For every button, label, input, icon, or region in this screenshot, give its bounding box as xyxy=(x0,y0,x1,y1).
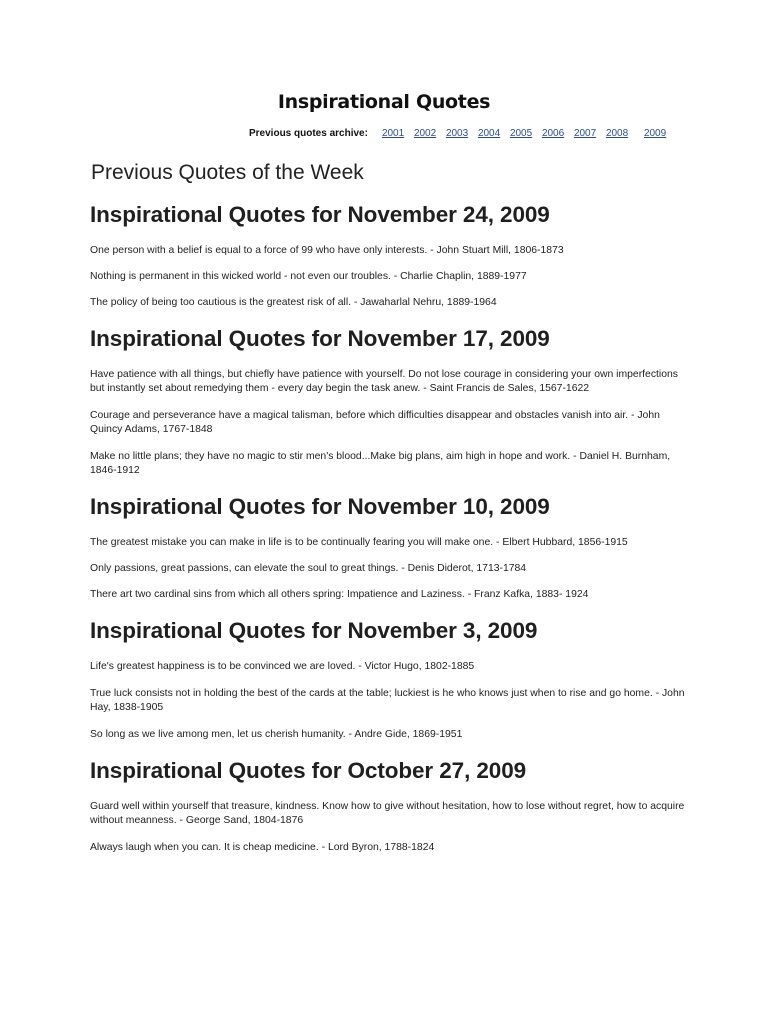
week-section xyxy=(90,324,690,478)
week-heading: Inspirational Quotes for November 24, 2009 xyxy=(90,202,550,227)
page-title: Inspirational Quotes xyxy=(277,91,491,113)
section-subtitle: Previous Quotes of the Week xyxy=(91,161,364,184)
archive-link-2001[interactable]: 2001 xyxy=(381,128,405,139)
quote-text: The greatest mistake you can make in life is to be continually fearing you will make one. - Elbert Hubbard, 1856-1915 xyxy=(90,537,628,548)
archive-link-2002[interactable]: 2002 xyxy=(413,128,437,139)
quote-text: Courage and perseverance have a magical talisman, before which difficulties disappear and obstacles vanish into air. - John Quincy Adams, 1767-1848 xyxy=(90,410,660,435)
week-section xyxy=(90,492,690,602)
week-heading: Inspirational Quotes for October 27, 2009 xyxy=(90,758,527,783)
archive-link-2004[interactable]: 2004 xyxy=(477,128,501,139)
week-section xyxy=(90,616,690,742)
quote-text: One person with a belief is equal to a force of 99 who have only interests. - John Stuart Mill, 1806-1873 xyxy=(90,245,564,256)
quote-text: Only passions, great passions, can elevate the soul to great things. - Denis Diderot, 1713-1784 xyxy=(90,563,527,574)
archive-link-2008[interactable]: 2008 xyxy=(605,128,629,139)
week-heading: Inspirational Quotes for November 10, 2009 xyxy=(90,494,550,519)
archive-link-2005[interactable]: 2005 xyxy=(509,128,533,139)
quote-text: Always laugh when you can. It is cheap medicine. - Lord Byron, 1788-1824 xyxy=(90,842,435,853)
week-heading: Inspirational Quotes for November 3, 2009 xyxy=(90,618,538,643)
archive-link-2007[interactable]: 2007 xyxy=(573,128,597,139)
quotes-content xyxy=(90,158,690,855)
week-section xyxy=(90,200,690,310)
quote-text: Life's greatest happiness is to be convinced we are loved. - Victor Hugo, 1802-1885 xyxy=(90,661,475,672)
archive-link-2003[interactable]: 2003 xyxy=(445,128,469,139)
archive-nav xyxy=(249,128,676,139)
quote-text: There art two cardinal sins from which all others spring: Impatience and Laziness. - Franz Kafka, 1883- 1924 xyxy=(90,589,589,600)
archive-label: Previous quotes archive: xyxy=(249,128,368,139)
quote-text: Guard well within yourself that treasure, kindness. Know how to give without hesitation, how to lose without regret, how to acquire without meanness. - George Sand, 1804-1876 xyxy=(90,801,685,826)
week-section xyxy=(90,756,690,855)
quote-text: Make no little plans; they have no magic to stir men's blood...Make big plans, aim high in hope and work. - Daniel H. Burnham, 1846-1912 xyxy=(90,451,671,476)
quote-text: True luck consists not in holding the best of the cards at the table; luckiest is he who knows just when to rise and go home. - John Hay, 1838-1905 xyxy=(90,688,685,713)
quote-text: The policy of being too cautious is the greatest risk of all. - Jawaharlal Nehru, 1889-1964 xyxy=(90,297,497,308)
week-heading: Inspirational Quotes for November 17, 2009 xyxy=(90,326,550,351)
quote-text: Have patience with all things, but chiefly have patience with yourself. Do not lose courage in considering your own imperfections but instantly set about remedying them - every day begin the task anew. - Saint Francis de Sales, 1567-1622 xyxy=(90,369,678,394)
archive-link-2006[interactable]: 2006 xyxy=(541,128,565,139)
quote-text: So long as we live among men, let us cherish humanity. - Andre Gide, 1869-1951 xyxy=(90,729,463,740)
quote-text: Nothing is permanent in this wicked world - not even our troubles. - Charlie Chaplin, 1889-1977 xyxy=(90,271,527,282)
archive-link-2009[interactable]: 2009 xyxy=(643,128,667,139)
